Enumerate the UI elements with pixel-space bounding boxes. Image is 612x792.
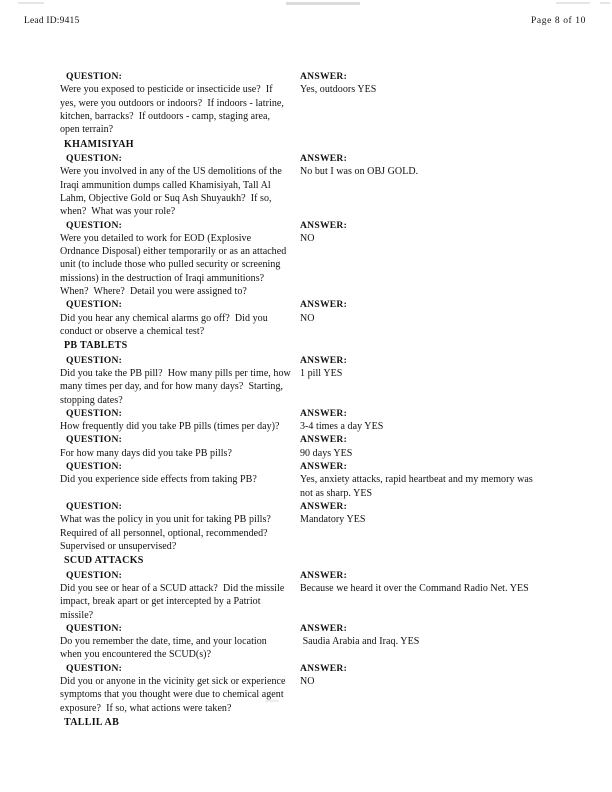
answer-column bbox=[296, 152, 612, 179]
answer-line: Yes, anxiety attacks, rapid heartbeat and my memory was bbox=[300, 474, 533, 486]
question-line: unit (to include those who pulled security or screening bbox=[60, 259, 281, 271]
question-label: QUESTION: bbox=[66, 153, 123, 164]
answer-text bbox=[296, 582, 612, 595]
question-label: QUESTION: bbox=[66, 461, 123, 473]
answer-label: ANSWER: bbox=[300, 219, 348, 231]
answer-line: NO bbox=[300, 312, 315, 324]
answer-text bbox=[296, 473, 612, 500]
answer-line: 1 pill YES bbox=[300, 367, 343, 379]
answer-label: ANSWER: bbox=[300, 71, 348, 82]
qa-pair bbox=[0, 569, 612, 622]
question-column bbox=[0, 460, 296, 487]
answer-label: ANSWER: bbox=[300, 622, 348, 634]
answer-text bbox=[296, 447, 612, 460]
question-column bbox=[0, 407, 296, 434]
answer-column bbox=[296, 622, 612, 649]
question-line: Did you hear any chemical alarms go off? Did you bbox=[60, 312, 268, 324]
answer-column bbox=[296, 433, 612, 460]
answer-text bbox=[296, 83, 612, 96]
answer-line: not as sharp. YES bbox=[300, 487, 373, 499]
answer-text bbox=[296, 367, 612, 380]
question-line: Ordnance Disposal) either temporarily or as an attached bbox=[60, 246, 287, 258]
question-line: open terrain? bbox=[60, 124, 114, 136]
qa-pair bbox=[0, 500, 612, 553]
answer-column bbox=[296, 569, 612, 596]
question-text bbox=[0, 420, 296, 433]
qa-pair bbox=[0, 152, 612, 219]
question-label: QUESTION: bbox=[66, 71, 123, 82]
page-header bbox=[0, 16, 612, 32]
question-line: Lahm, Objective Gold or Suq Ash Shuyaukh? If so, bbox=[60, 192, 272, 204]
question-column bbox=[0, 298, 296, 338]
answer-column bbox=[296, 407, 612, 434]
page-number: Page 8 of 10 bbox=[531, 16, 586, 26]
answer-label: ANSWER: bbox=[300, 662, 348, 674]
answer-column bbox=[296, 662, 612, 689]
question-label: QUESTION: bbox=[66, 622, 123, 634]
question-line: What was the policy in you unit for taking PB pills? bbox=[60, 514, 271, 526]
question-line: yes, were you outdoors or indoors? If indoors - latrine, bbox=[60, 97, 284, 109]
qa-pair bbox=[0, 622, 612, 662]
answer-line: Saudia Arabia and Iraq. YES bbox=[300, 636, 420, 648]
answer-text bbox=[296, 675, 612, 688]
question-line: impact, break apart or get intercepted by a Patriot bbox=[60, 596, 261, 608]
question-line: Do you remember the date, time, and your location bbox=[60, 636, 267, 648]
answer-line: 3-4 times a day YES bbox=[300, 421, 384, 433]
question-column bbox=[0, 622, 296, 662]
answer-text bbox=[296, 420, 612, 433]
question-line: Were you exposed to pesticide or insecticide use? If bbox=[60, 84, 273, 96]
question-column bbox=[0, 354, 296, 407]
question-line: Did you take the PB pill? How many pills per time, how bbox=[60, 367, 291, 379]
question-text bbox=[0, 312, 296, 339]
question-line: Iraqi ammunition dumps called Khamisiyah, Tall Al bbox=[60, 179, 271, 191]
question-line: exposure? If so, what actions were taken? bbox=[60, 702, 232, 714]
question-text bbox=[0, 513, 296, 553]
question-text bbox=[0, 83, 296, 136]
question-line: when? What was your role? bbox=[60, 206, 176, 218]
section-heading: SCUD ATTACKS bbox=[64, 555, 144, 567]
qa-pair bbox=[0, 298, 612, 338]
question-line: missions) in the destruction of Iraqi ammunitions? bbox=[60, 272, 265, 284]
answer-label: ANSWER: bbox=[300, 569, 348, 581]
question-column bbox=[0, 500, 296, 553]
question-text bbox=[0, 675, 296, 715]
question-line: many times per day, and for how many days? Starting, bbox=[60, 381, 284, 393]
lead-id: Lead ID:9415 bbox=[24, 16, 80, 26]
scan-artifact bbox=[286, 2, 360, 5]
answer-label: ANSWER: bbox=[300, 500, 348, 512]
answer-column bbox=[296, 460, 612, 500]
question-line: Did you or anyone in the vicinity get sick or experience bbox=[60, 676, 286, 688]
answer-column bbox=[296, 219, 612, 246]
question-label: QUESTION: bbox=[66, 354, 123, 366]
question-text bbox=[0, 582, 296, 622]
section-heading: TALLIL AB bbox=[64, 716, 120, 728]
question-text bbox=[0, 232, 296, 298]
question-column bbox=[0, 433, 296, 460]
question-text bbox=[0, 447, 296, 460]
answer-column bbox=[296, 500, 612, 527]
question-label: QUESTION: bbox=[66, 662, 123, 674]
qa-pair bbox=[0, 433, 612, 460]
qa-pair bbox=[0, 219, 612, 299]
qa-pair bbox=[0, 662, 612, 715]
qa-pair bbox=[0, 354, 612, 407]
question-line: symptoms that you thought were due to chemical agent bbox=[60, 689, 284, 701]
question-column bbox=[0, 662, 296, 715]
scan-artifact bbox=[18, 2, 44, 4]
section-heading: KHAMISIYAH bbox=[64, 138, 134, 150]
question-column bbox=[0, 219, 296, 299]
question-line: stopping dates? bbox=[60, 394, 123, 406]
question-text bbox=[0, 635, 296, 662]
answer-text bbox=[296, 635, 612, 648]
question-line: Required of all personnel, optional, recommended? bbox=[60, 527, 268, 539]
question-line: kitchen, barracks? If outdoors - camp, staging area, bbox=[60, 110, 271, 122]
question-line: When? Where? Detail you were assigned to? bbox=[60, 285, 247, 297]
answer-text bbox=[296, 312, 612, 325]
answer-column bbox=[296, 298, 612, 325]
question-line: missile? bbox=[60, 609, 94, 621]
qa-pair bbox=[0, 460, 612, 500]
question-text bbox=[0, 473, 296, 486]
answer-label: ANSWER: bbox=[300, 354, 348, 366]
question-line: For how many days did you take PB pills? bbox=[60, 447, 232, 459]
question-line: Did you see or hear of a SCUD attack? Did the missile bbox=[60, 582, 285, 594]
question-line: when you encountered the SCUD(s)? bbox=[60, 649, 212, 661]
scan-artifact bbox=[600, 2, 610, 4]
question-label: QUESTION: bbox=[66, 299, 123, 311]
qa-pair bbox=[0, 70, 612, 137]
question-label: QUESTION: bbox=[66, 434, 123, 446]
section-heading: PB TABLETS bbox=[64, 340, 128, 352]
question-column bbox=[0, 70, 296, 136]
answer-line: NO bbox=[300, 676, 315, 688]
answer-text bbox=[296, 165, 612, 178]
question-line: Were you detailed to work for EOD (Explosive bbox=[60, 232, 252, 244]
question-label: QUESTION: bbox=[66, 407, 123, 419]
questionnaire-body bbox=[0, 70, 612, 730]
qa-pair bbox=[0, 407, 612, 434]
question-text bbox=[0, 367, 296, 407]
answer-column bbox=[296, 354, 612, 381]
question-column bbox=[0, 569, 296, 622]
answer-text bbox=[296, 513, 612, 526]
answer-line: Mandatory YES bbox=[300, 514, 366, 526]
answer-line: Because we heard it over the Command Radio Net. YES bbox=[300, 582, 529, 594]
answer-label: ANSWER: bbox=[300, 407, 348, 419]
question-line: How frequently did you take PB pills (times per day)? bbox=[60, 421, 280, 433]
answer-line: Yes, outdoors YES bbox=[300, 84, 377, 96]
question-line: Were you involved in any of the US demolitions of the bbox=[60, 166, 282, 178]
answer-column bbox=[296, 70, 612, 97]
question-label: QUESTION: bbox=[66, 219, 123, 231]
answer-label: ANSWER: bbox=[300, 153, 348, 164]
answer-label: ANSWER: bbox=[300, 461, 348, 473]
answer-line: No but I was on OBJ GOLD. bbox=[300, 166, 419, 178]
answer-label: ANSWER: bbox=[300, 434, 348, 446]
question-label: QUESTION: bbox=[66, 500, 123, 512]
answer-line: NO bbox=[300, 232, 315, 244]
answer-text bbox=[296, 232, 612, 245]
question-column bbox=[0, 152, 296, 218]
question-text bbox=[0, 165, 296, 218]
question-line: conduct or observe a chemical test? bbox=[60, 325, 205, 337]
question-line: Did you experience side effects from taking PB? bbox=[60, 474, 257, 486]
question-label: QUESTION: bbox=[66, 569, 123, 581]
answer-line: 90 days YES bbox=[300, 447, 353, 459]
scan-artifact bbox=[556, 2, 590, 4]
answer-label: ANSWER: bbox=[300, 299, 348, 311]
question-line: Supervised or unsupervised? bbox=[60, 540, 177, 552]
